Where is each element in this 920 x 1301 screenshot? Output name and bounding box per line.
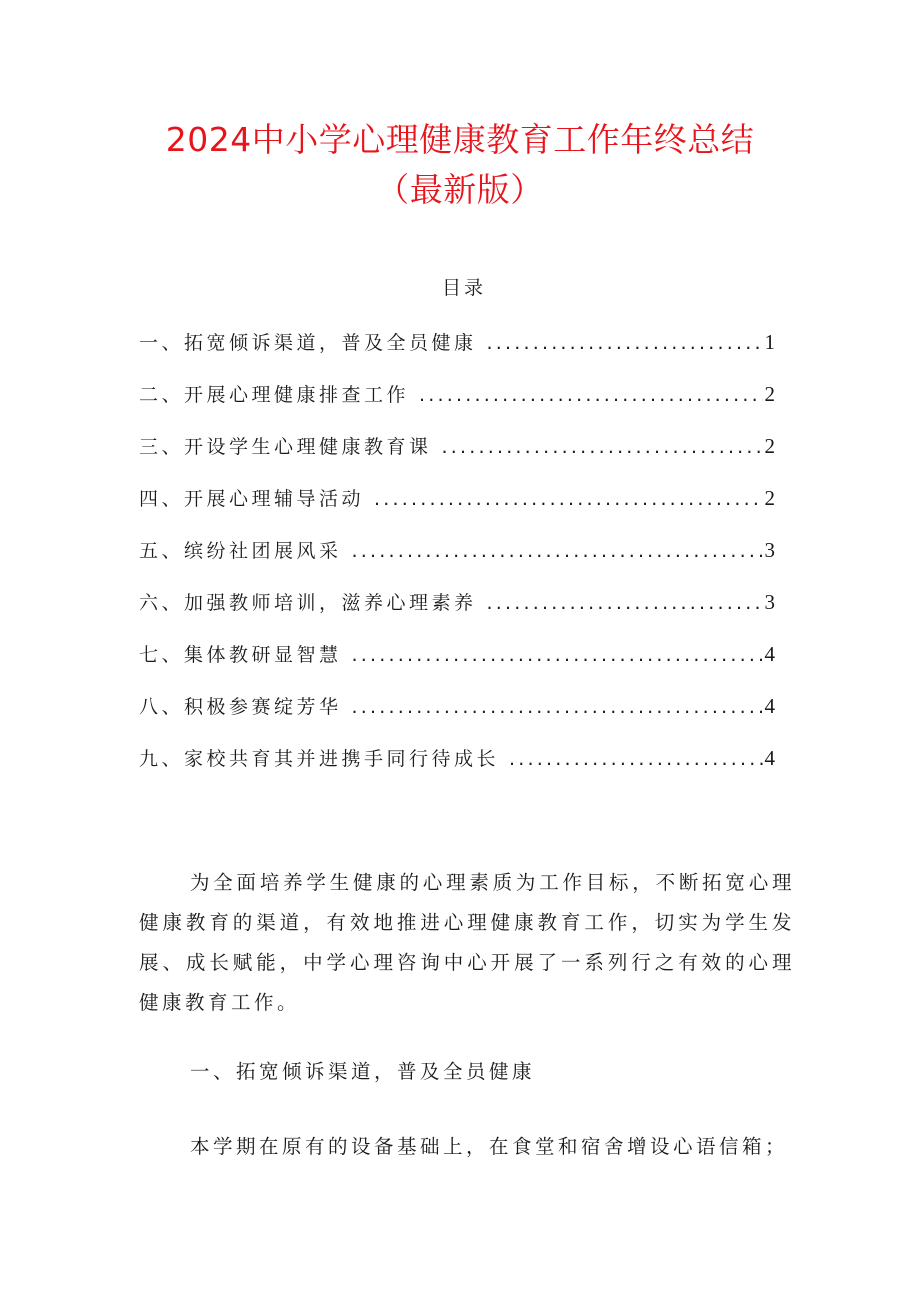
document-title: 2024中小学心理健康教育工作年终总结 (165, 120, 755, 159)
table-of-contents (139, 322, 775, 790)
toc-dot-leader (342, 635, 763, 675)
toc-item-label: 二、开展心理健康排查工作 (139, 384, 410, 406)
toc-item-page: 4 (764, 746, 775, 770)
intro-paragraph: 为全面培养学生健康的心理素质为工作目标，不断拓宽心理健康教育的渠道，有效地推进心理健康教育工作，切实为学生发展、成长赋能，中学心理咨询中心开展了一系列行之有效的心理健康教育工作。 (139, 871, 795, 1014)
toc-item-label: 七、集体教研显智慧 (139, 644, 342, 666)
toc-dot-leader (499, 739, 762, 779)
toc-dot-leader (364, 479, 762, 519)
toc-item[interactable] (139, 322, 775, 374)
document-subtitle: （最新版） (376, 170, 544, 209)
toc-item-label: 四、开展心理辅导活动 (139, 488, 365, 510)
toc-dot-leader (477, 583, 763, 623)
toc-item[interactable] (139, 634, 775, 686)
toc-dot-leader (342, 531, 763, 571)
toc-item-page: 1 (764, 330, 775, 354)
toc-dot-leader (477, 323, 763, 363)
toc-item[interactable] (139, 686, 775, 738)
toc-item-page: 2 (764, 382, 775, 406)
toc-item-page: 4 (764, 694, 775, 718)
toc-item-page: 2 (764, 486, 775, 510)
toc-dot-leader (432, 427, 763, 467)
toc-item-page: 3 (764, 538, 775, 562)
toc-item-label: 三、开设学生心理健康教育课 (139, 436, 432, 458)
toc-item-label: 九、家校共育其并进携手同行待成长 (139, 748, 500, 770)
toc-item[interactable] (139, 738, 775, 790)
toc-item-page: 2 (764, 434, 775, 458)
toc-item-label: 六、加强教师培训，滋养心理素养 (139, 592, 477, 614)
toc-item[interactable] (139, 426, 775, 478)
section-paragraph: 本学期在原有的设备基础上，在食堂和宿舍增设心语信箱； (190, 1135, 789, 1158)
toc-item-label: 八、积极参赛绽芳华 (139, 696, 342, 718)
toc-item[interactable] (139, 582, 775, 634)
toc-item[interactable] (139, 374, 775, 426)
toc-item[interactable] (139, 478, 775, 530)
toc-item-label: 一、拓宽倾诉渠道，普及全员健康 (139, 332, 477, 354)
toc-heading: 目录 (441, 277, 486, 299)
toc-item[interactable] (139, 530, 775, 582)
toc-item-label: 五、缤纷社团展风采 (139, 540, 342, 562)
toc-dot-leader (342, 687, 763, 727)
section-heading: 一、拓宽倾诉渠道，普及全员健康 (190, 1060, 536, 1083)
toc-item-page: 4 (764, 642, 775, 666)
toc-item-page: 3 (764, 590, 775, 614)
toc-dot-leader (409, 375, 762, 415)
